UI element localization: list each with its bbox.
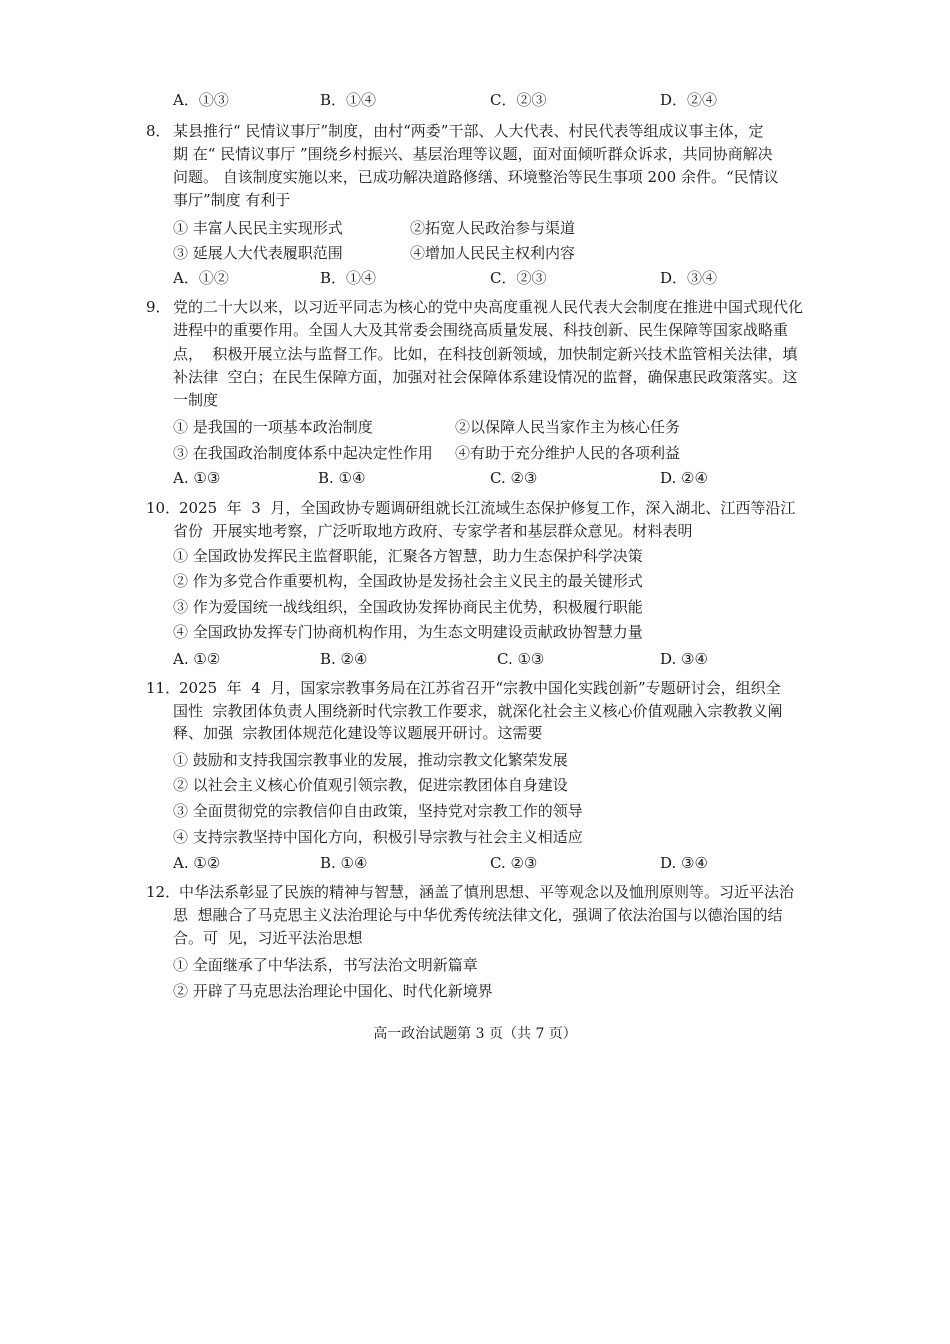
question-stem-line: 期 在“ 民情议事厅 ”围绕乡村振兴、基层治理等议题，面对面倾听群众诉求，共同协商解决 xyxy=(173,145,773,163)
question-stem-line: 释、加强 宗教团体规范化建设等议题展开研讨。这需要 xyxy=(173,724,543,742)
option-2: ② 作为多党合作重要机构，全国政协是发扬社会主义民主的最关键形式 xyxy=(173,572,643,590)
question-stem-line: 2025 年 4 月，国家宗教事务局在江苏省召开“宗教中国化实践创新”专题研讨会，组织全 xyxy=(179,679,781,697)
question-stem-line: 事厅”制度 有利于 xyxy=(173,191,291,209)
question-stem-line: 进程中的重要作用。全国人大及其常委会围绕高质量发展、科技创新、民生保障等国家战略重 xyxy=(173,321,789,339)
option-4: ④ 全国政协发挥专门协商机构作用，为生态文明建设贡献政协智慧力量 xyxy=(173,623,643,641)
question-number: 9． xyxy=(146,298,171,316)
option-2: ② 以社会主义核心价值观引领宗教，促进宗教团体自身建设 xyxy=(173,776,568,794)
option-2: ② 开辟了马克思法治理论中国化、时代化新境界 xyxy=(173,982,493,1000)
question-number: 10． xyxy=(146,499,181,517)
choice-c[interactable]: C. ②③ xyxy=(490,854,538,872)
choice-b[interactable]: B. ②④ xyxy=(320,650,368,668)
option-1: ① 丰富人民民主实现形式 xyxy=(173,219,343,237)
question-stem-line: 补法律 空白；在民生保障方面，加强对社会保障体系建设情况的监督，确保惠民政策落实。这 xyxy=(173,368,798,386)
page-footer: 高一政治试题第 3 页（共 7 页） xyxy=(373,1026,577,1042)
choice-d[interactable]: D. ③④ xyxy=(660,854,708,872)
choice-a[interactable]: A. ①② xyxy=(173,854,221,872)
choice-c[interactable]: C. ①③ xyxy=(497,650,545,668)
option-1: ① 是我国的一项基本政治制度 xyxy=(173,418,373,436)
choice-a[interactable]: A．①② xyxy=(173,269,229,287)
question-stem-line: 一制度 xyxy=(173,391,219,409)
option-1: ① 全面继承了中华法系，书写法治文明新篇章 xyxy=(173,956,478,974)
option-3: ③ 作为爱国统一战线组织，全国政协发挥协商民主优势，积极履行职能 xyxy=(173,598,643,616)
choice-d[interactable]: D．③④ xyxy=(660,269,718,287)
choice-a[interactable]: A．①③ xyxy=(173,91,229,109)
option-3: ③ 全面贯彻党的宗教信仰自由政策，坚持党对宗教工作的领导 xyxy=(173,802,583,820)
option-3: ③ 延展人大代表履职范围 xyxy=(173,244,343,262)
question-number: 8． xyxy=(146,122,171,140)
option-4: ④有助于充分维护人民的各项利益 xyxy=(455,444,681,462)
option-3: ③ 在我国政治制度体系中起决定性作用 xyxy=(173,444,433,462)
question-stem-line: 中华法系彰显了民族的精神与智慧，涵盖了慎刑思想、平等观念以及恤刑原则等。习近平法治 xyxy=(179,883,795,901)
question-stem-line: 思 想融合了马克思主义法治理论与中华优秀传统法律文化，强调了依法治国与以德治国的结 xyxy=(173,906,783,924)
question-stem-line: 某县推行“ 民情议事厅”制度，由村“两委”干部、人大代表、村民代表等组成议事主体，定 xyxy=(173,122,764,140)
choice-d[interactable]: D. ②④ xyxy=(660,469,708,487)
choice-d[interactable]: D. ③④ xyxy=(660,650,708,668)
question-stem-line: 党的二十大以来，以习近平同志为核心的党中央高度重视人民代表大会制度在推进中国式现代化 xyxy=(173,298,804,316)
question-stem-line: 省份 开展实地考察，广泛听取地方政府、专家学者和基层群众意见。材料表明 xyxy=(173,522,693,540)
choice-a[interactable]: A. ①② xyxy=(173,650,221,668)
choice-c[interactable]: C．②③ xyxy=(490,91,547,109)
option-2: ②拓宽人民政治参与渠道 xyxy=(410,219,576,237)
question-stem-line: 合。可 见，习近平法治思想 xyxy=(173,929,363,947)
option-2: ②以保障人民当家作主为核心任务 xyxy=(455,418,681,436)
question-stem-line: 问题。 自该制度实施以来，已成功解决道路修缮、环境整治等民生事项 200 余件。“民情议 xyxy=(173,168,779,186)
option-4: ④增加人民民主权利内容 xyxy=(410,244,576,262)
question-number: 11． xyxy=(146,679,181,697)
question-stem-line: 2025 年 3 月，全国政协专题调研组就长江流域生态保护修复工作，深入湖北、江西等沿江 xyxy=(179,499,796,517)
option-4: ④ 支持宗教坚持中国化方向，积极引导宗教与社会主义相适应 xyxy=(173,828,583,846)
question-number: 12． xyxy=(146,883,181,901)
choice-c[interactable]: C. ②③ xyxy=(490,469,538,487)
question-stem-line: 国性 宗教团体负责人围绕新时代宗教工作要求，就深化社会主义核心价值观融入宗教教义阐 xyxy=(173,702,783,720)
question-stem-line: 点， 积极开展立法与监督工作。比如，在科技创新领域，加快制定新兴技术监管相关法律，填 xyxy=(173,345,798,363)
option-1: ① 全国政协发挥民主监督职能，汇聚各方智慧，助力生态保护科学决策 xyxy=(173,547,643,565)
choice-d[interactable]: D．②④ xyxy=(660,91,718,109)
option-1: ① 鼓励和支持我国宗教事业的发展，推动宗教文化繁荣发展 xyxy=(173,751,568,769)
choice-b[interactable]: B. ①④ xyxy=(320,854,368,872)
choice-b[interactable]: B．①④ xyxy=(320,269,377,287)
choice-b[interactable]: B. ①④ xyxy=(318,469,366,487)
choice-b[interactable]: B．①④ xyxy=(320,91,377,109)
choice-c[interactable]: C．②③ xyxy=(490,269,547,287)
choice-a[interactable]: A. ①③ xyxy=(173,469,221,487)
